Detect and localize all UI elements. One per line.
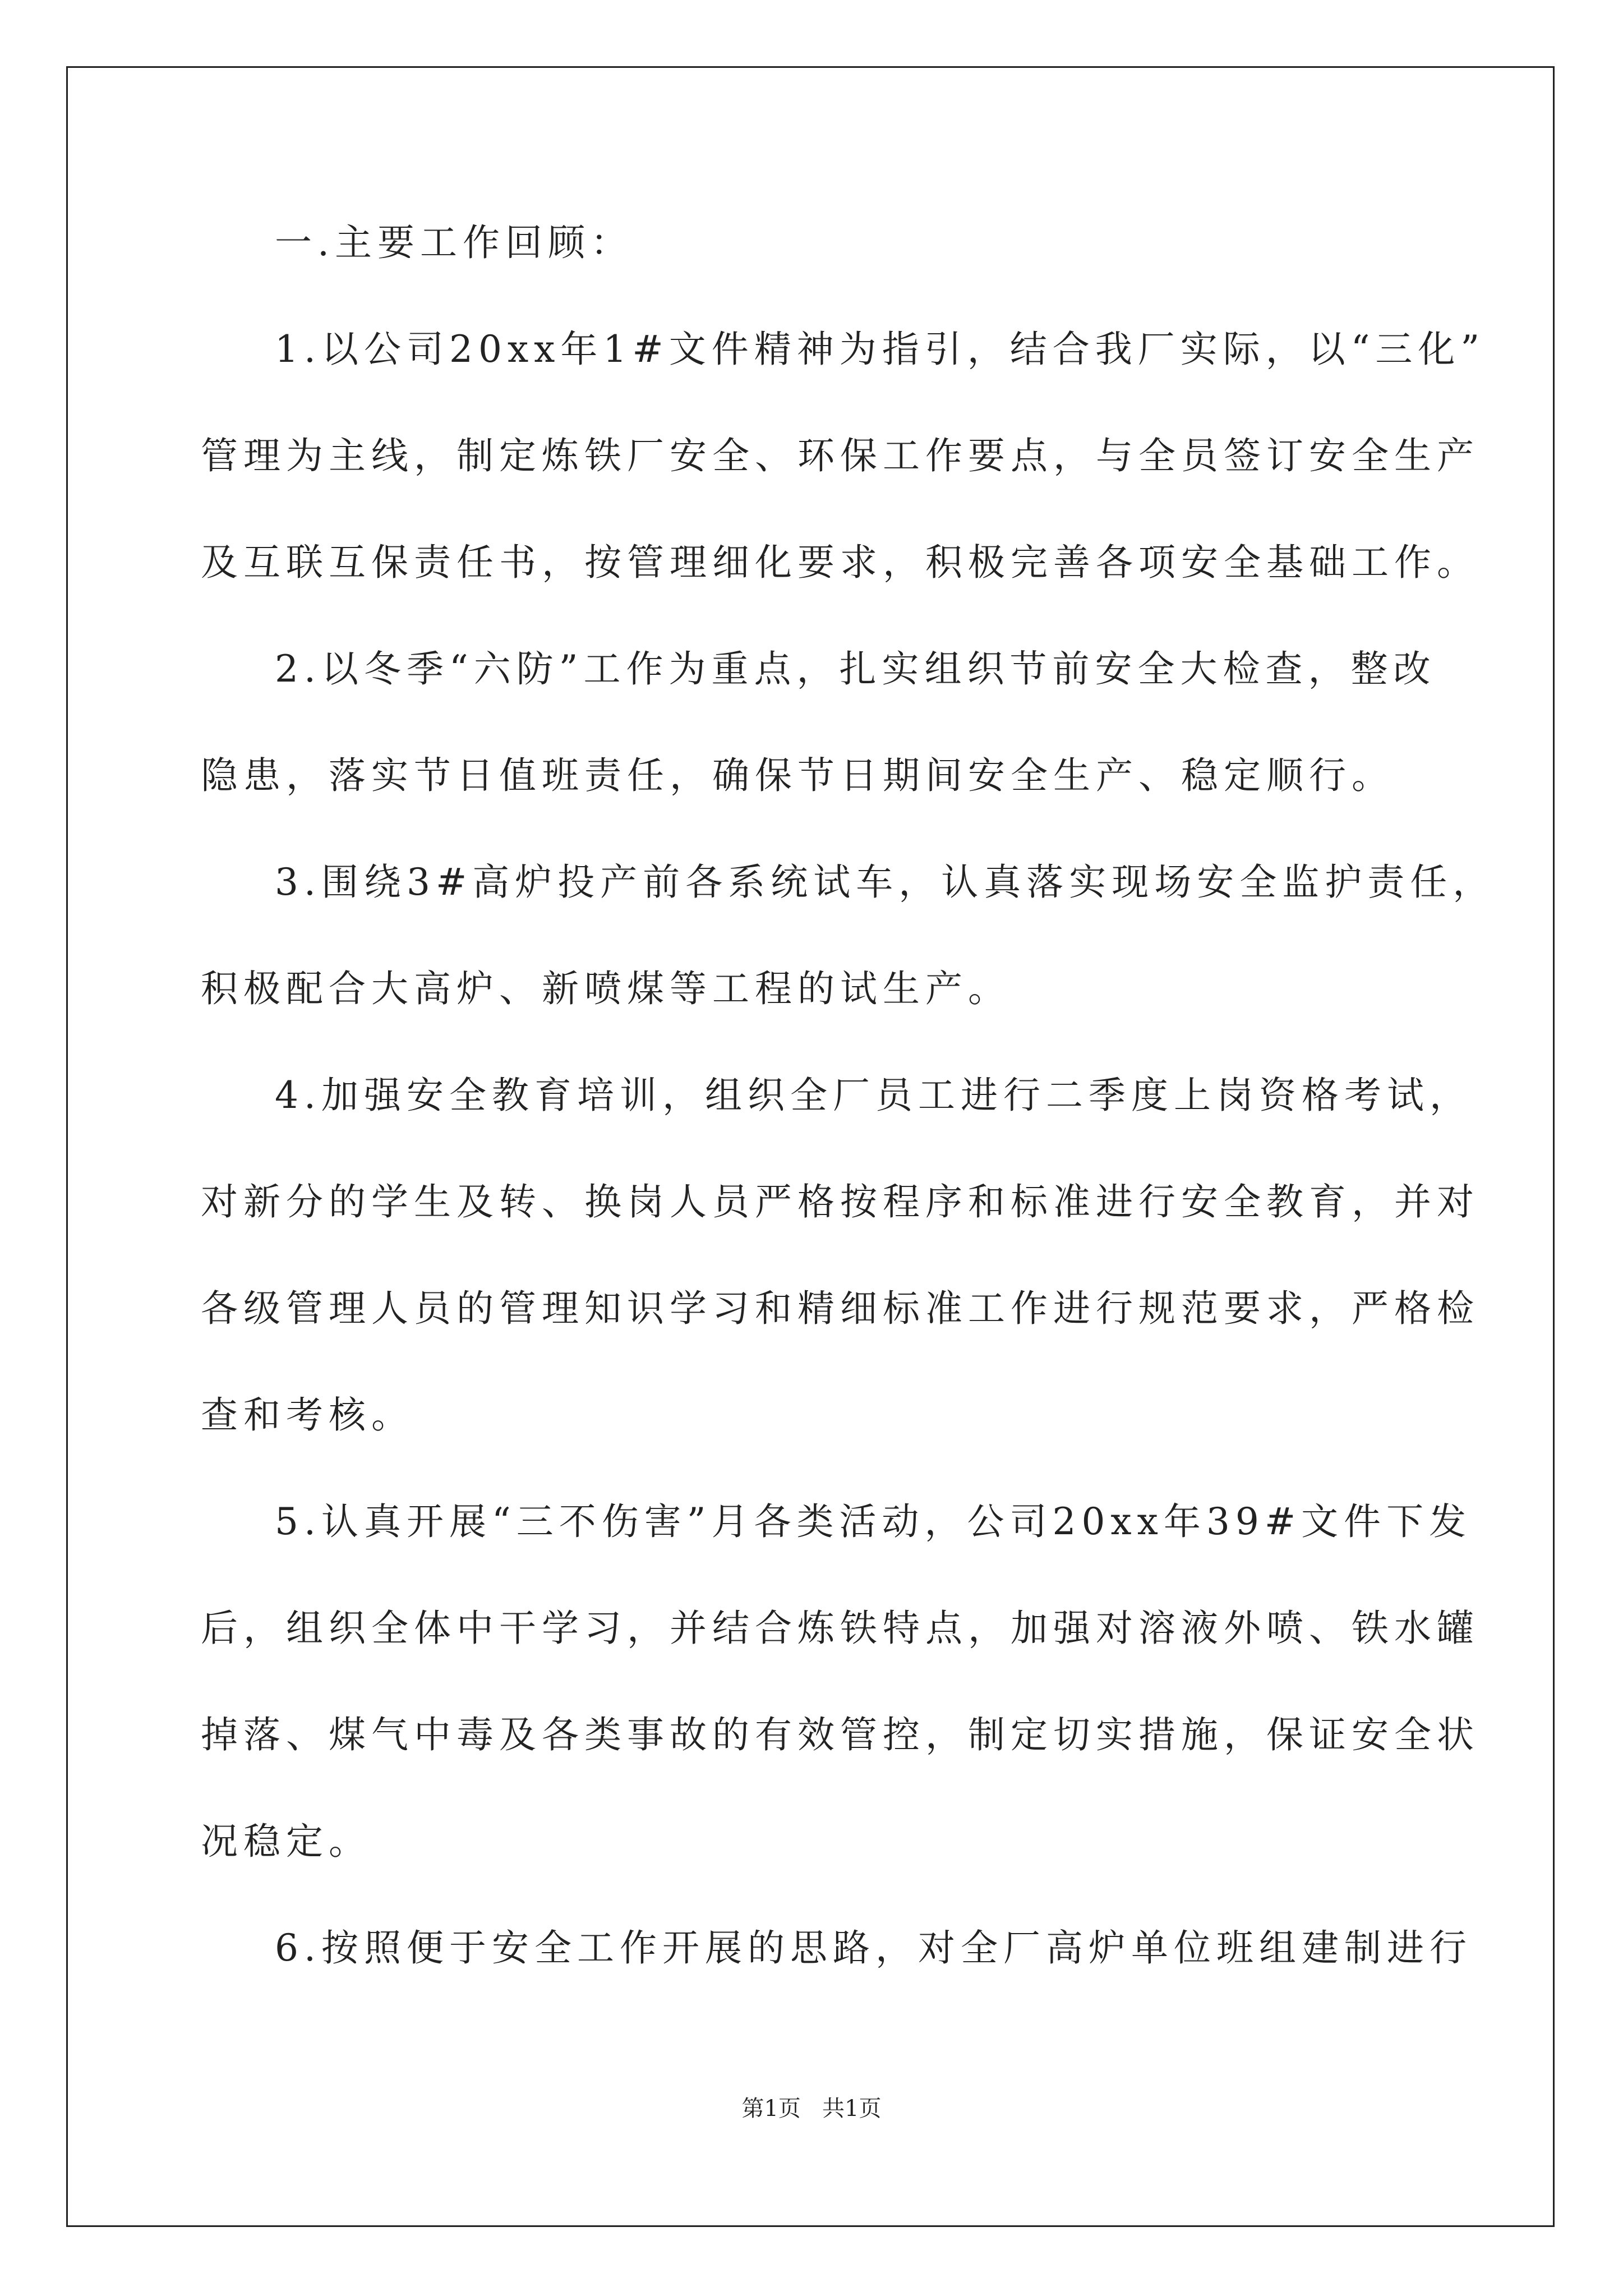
paragraph-6-line-1: 6.按照便于安全工作开展的思路，对全厂高炉单位班组建制进行 — [275, 1926, 1472, 1970]
page-footer: 第1页 共1页 — [741, 2096, 882, 2122]
paragraph-1-line-2: 管理为主线，制定炼铁厂安全、环保工作要点，与全员签订安全生产 — [201, 434, 1479, 477]
paragraph-4-line-3: 各级管理人员的管理知识学习和精细标准工作进行规范要求，严格检 — [201, 1287, 1479, 1330]
paragraph-4-line-2: 对新分的学生及转、换岗人员严格按程序和标准进行安全教育，并对 — [201, 1180, 1479, 1223]
paragraph-1-line-1: 1.以公司20xx年1#文件精神为指引，结合我厂实际，以“三化” — [275, 328, 1486, 371]
paragraph-4-line-4: 查和考核。 — [201, 1393, 414, 1437]
paragraph-3-line-1: 3.围绕3#高炉投产前各系统试车，认真落实现场安全监护责任， — [275, 861, 1496, 904]
paragraph-2-line-2: 隐患，落实节日值班责任，确保节日期间安全生产、稳定顺行。 — [201, 754, 1394, 797]
paragraph-2-line-1: 2.以冬季“六防”工作为重点，扎实组织节前安全大检查，整改 — [275, 647, 1436, 691]
paragraph-1-line-3: 及互联互保责任书，按管理细化要求，积极完善各项安全基础工作。 — [201, 541, 1479, 584]
paragraph-3-line-2: 积极配合大高炉、新喷煤等工程的试生产。 — [201, 967, 1011, 1010]
page-border — [66, 66, 1555, 2227]
paragraph-5-line-2: 后，组织全体中干学习，并结合炼铁特点，加强对溶液外喷、铁水罐 — [201, 1607, 1479, 1650]
paragraph-4-line-1: 4.加强安全教育培训，组织全厂员工进行二季度上岗资格考试， — [275, 1074, 1472, 1117]
paragraph-5-line-1: 5.认真开展“三不伤害”月各类活动，公司20xx年39#文件下发 — [275, 1500, 1472, 1543]
paragraph-5-line-4: 况稳定。 — [201, 1820, 371, 1863]
section-heading: 一.主要工作回顾： — [275, 221, 633, 264]
paragraph-5-line-3: 掉落、煤气中毒及各类事故的有效管控，制定切实措施，保证安全状 — [201, 1713, 1479, 1756]
